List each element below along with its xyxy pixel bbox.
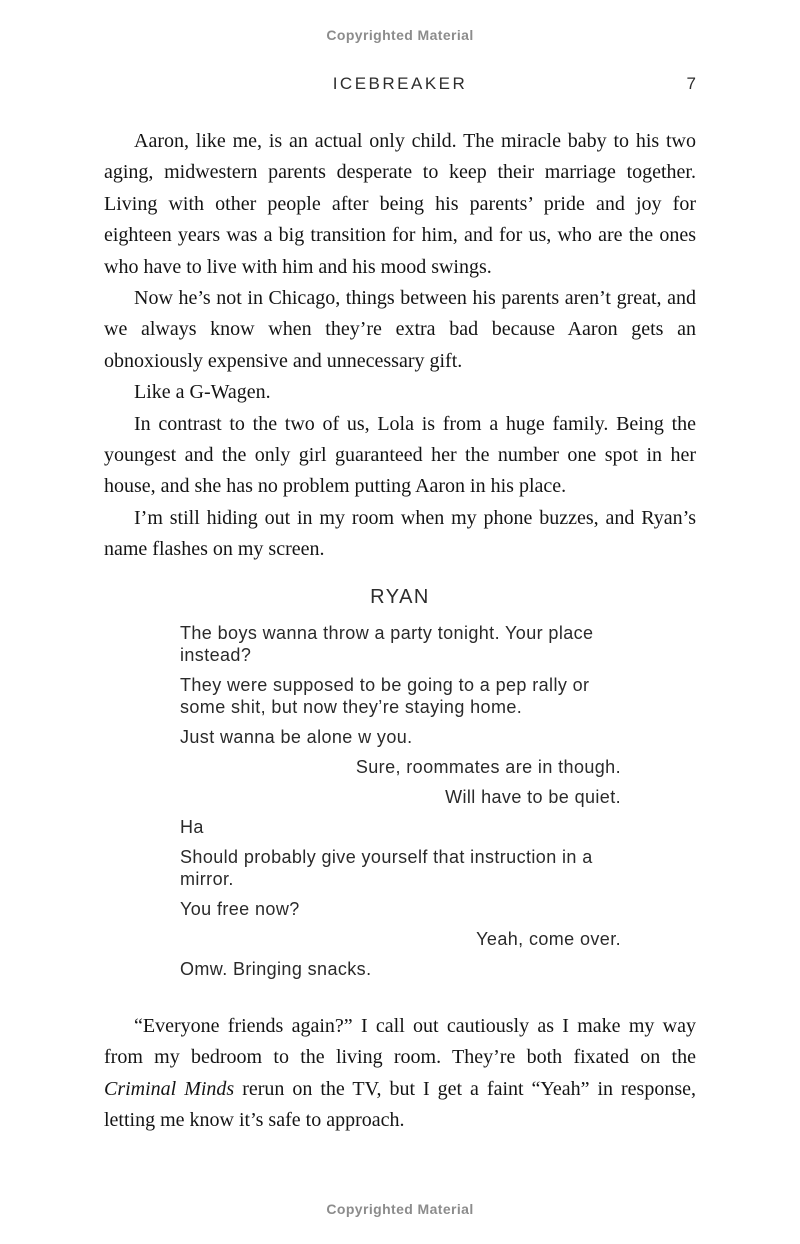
- body-paragraph: Like a G-Wagen.: [134, 381, 271, 404]
- closing-text-after: rerun on the TV, but I get a faint “Yeah” in response, letting me know it’s safe to approach.: [104, 1077, 696, 1131]
- body-paragraph: I’m still hiding out in my room when my phone buzzes, and Ryan’s name flashes on my screen.: [104, 506, 696, 561]
- closing-paragraph: [104, 1011, 696, 1137]
- message-sender-name: RYAN: [370, 585, 430, 608]
- message-text: Omw. Bringing snacks.: [180, 958, 372, 979]
- message-text: Sure, roommates are in though.: [355, 756, 621, 777]
- message-text: The boys wanna throw a party tonight. Your place instead?: [180, 622, 594, 665]
- body-paragraph: Now he’s not in Chicago, things between his parents aren’t great, and we always know when they’re extra bad because Aaron gets an obnoxiously expensive and unnecessary gift.: [104, 287, 696, 372]
- running-head-title: ICEBREAKER: [332, 74, 468, 93]
- closing-text-before: “Everyone friends again?” I call out cautiously as I make my way from my bedroom to the living room. They’re both fixated on the: [104, 1014, 696, 1069]
- text-message-section: [104, 585, 696, 980]
- message-text: Will have to be quiet.: [445, 786, 621, 807]
- page-content: [104, 126, 696, 1136]
- page-number: 7: [686, 74, 696, 93]
- copyright-notice-bottom: Copyrighted Material: [326, 1201, 474, 1217]
- page-header: [104, 72, 696, 96]
- copyright-notice-top: Copyrighted Material: [326, 27, 474, 43]
- message-text: Ha: [180, 816, 204, 837]
- message-text: Should probably give yourself that instruction in a mirror.: [180, 846, 593, 889]
- tv-show-title-italic: Criminal Minds: [104, 1077, 235, 1100]
- body-paragraph: Aaron, like me, is an actual only child. The miracle baby to his two aging, midwestern parents desperate to keep their marriage together. Living with other people after being his parents’ pride and joy for eighteen years was a big transition for him, and for us, who are the ones who have to live with him and his mood swings.: [104, 130, 696, 278]
- message-text: Yeah, come over.: [476, 928, 621, 949]
- body-paragraph: In contrast to the two of us, Lola is from a huge family. Being the youngest and the only girl guaranteed her the number one spot in her house, and she has no problem putting Aaron in his place.: [104, 412, 696, 498]
- message-thread: [180, 622, 621, 980]
- message-text: Just wanna be alone w you.: [180, 726, 413, 747]
- message-text: They were supposed to be going to a pep rally or some shit, but now they’re staying home.: [180, 674, 590, 717]
- message-text: You free now?: [180, 898, 300, 919]
